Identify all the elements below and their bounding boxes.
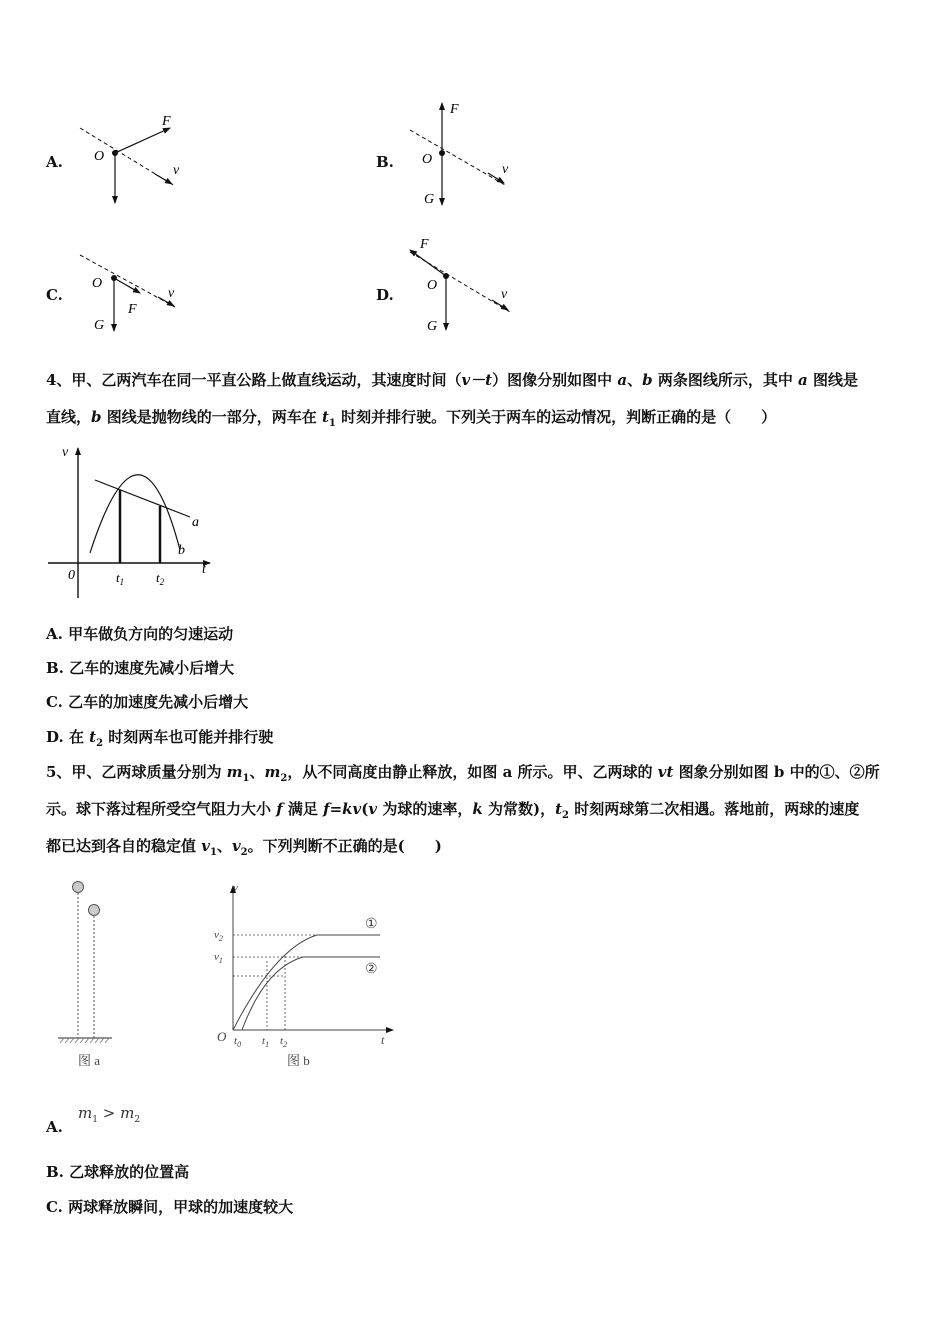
- q5-stem-line2: 示。球下落过程所受空气阻力大小 f 满足 f=kv(v 为球的速率，k 为常数)，$t_2$ 时刻两球第二次相遇。落地前，两球的速度: [46, 800, 860, 821]
- q3-option-d-diagram: [400, 232, 530, 337]
- q3d-G: G: [427, 319, 438, 334]
- q5b-t0: $t_0$: [234, 1035, 242, 1049]
- q3c-G: G: [94, 318, 105, 333]
- q5-option-b: B. 乙球释放的位置高: [46, 1163, 190, 1181]
- q3a-v: v: [173, 163, 180, 178]
- q5-fig-b-caption: 图 b: [287, 1053, 310, 1068]
- q3c-v: v: [168, 286, 175, 301]
- q5b-curve2-label: ②: [365, 962, 378, 977]
- q4g-t: t: [202, 562, 206, 577]
- q5b-t2: $t_2$: [280, 1035, 288, 1049]
- q5b-t: t: [381, 1033, 385, 1047]
- q5-figure-b: [205, 878, 400, 1073]
- q4-stem-line2: 直线，b 图线是抛物线的一部分，两车在 $t_1$ 时刻并排行驶。下列关于两车的运动情况，判断正确的是（ ）: [46, 408, 777, 429]
- q5-stem-line1: 5、甲、乙两球质量分别为 $m_1$、$m_2$，从不同高度由静止释放，如图 a 所示。甲、乙两球的 vt 图象分别如图 b 中的①、②所: [46, 763, 880, 784]
- q3-option-c-diagram: [70, 245, 200, 340]
- q5-stem-line3: 都已达到各自的稳定值 $v_1$、$v_2$。下列判断不正确的是( ): [46, 837, 442, 858]
- q3-option-a-label: A.: [46, 153, 63, 171]
- q5b-v1: $v_1$: [214, 951, 223, 965]
- q3a-O: O: [94, 149, 105, 164]
- q4g-b: b: [178, 543, 185, 558]
- q3d-F: F: [420, 237, 429, 252]
- q4-stem-line1: 4、甲、乙两汽车在同一平直公路上做直线运动，其速度时间（v－t）图像分别如图中 a、b 两条图线所示，其中 a 图线是: [46, 371, 859, 389]
- q4-vt-graph: [40, 438, 220, 603]
- q3-option-b-label: B.: [376, 153, 394, 171]
- q4g-a: a: [192, 515, 199, 530]
- q5-figure-a: [50, 875, 130, 1075]
- q3c-F: F: [128, 302, 137, 317]
- q3-option-c-label: C.: [46, 286, 63, 304]
- q5b-curve1-label: ①: [365, 917, 378, 932]
- q3b-O: O: [422, 152, 433, 167]
- q3b-G: G: [424, 192, 435, 207]
- q5-option-a: A.: [46, 1118, 63, 1136]
- q5-option-a-formula: $m_1 > m_2$: [78, 1104, 141, 1125]
- q4-option-b: B. 乙车的速度先减小后增大: [46, 659, 235, 677]
- q4g-t1: $t_1$: [116, 570, 125, 587]
- q4-option-d: D. 在 $t_2$ 时刻两车也可能并排行驶: [46, 728, 274, 749]
- q3-option-b-diagram: [400, 95, 530, 210]
- q3-option-a-diagram: [70, 108, 200, 208]
- q5b-v: v: [233, 882, 238, 894]
- q4g-O: 0: [68, 568, 75, 583]
- q3-option-d-label: D.: [376, 286, 394, 304]
- q5b-t1: $t_1$: [262, 1035, 270, 1049]
- q3b-F: F: [450, 102, 459, 117]
- q3c-O: O: [92, 276, 103, 291]
- q4g-t2: $t_2$: [156, 570, 165, 587]
- q4-option-a: A. 甲车做负方向的匀速运动: [46, 625, 234, 643]
- q3d-v: v: [501, 287, 508, 302]
- q5b-O: O: [217, 1029, 227, 1044]
- q3b-v: v: [502, 162, 509, 177]
- q3d-O: O: [427, 278, 438, 293]
- q4-option-c: C. 乙车的加速度先减小后增大: [46, 693, 249, 711]
- q3a-F: F: [162, 114, 171, 129]
- q5-option-c: C. 两球释放瞬间，甲球的加速度较大: [46, 1198, 294, 1216]
- q5b-v2: $v_2$: [214, 929, 223, 943]
- q4g-v: v: [62, 445, 69, 460]
- q5-fig-a-caption: 图 a: [78, 1053, 101, 1068]
